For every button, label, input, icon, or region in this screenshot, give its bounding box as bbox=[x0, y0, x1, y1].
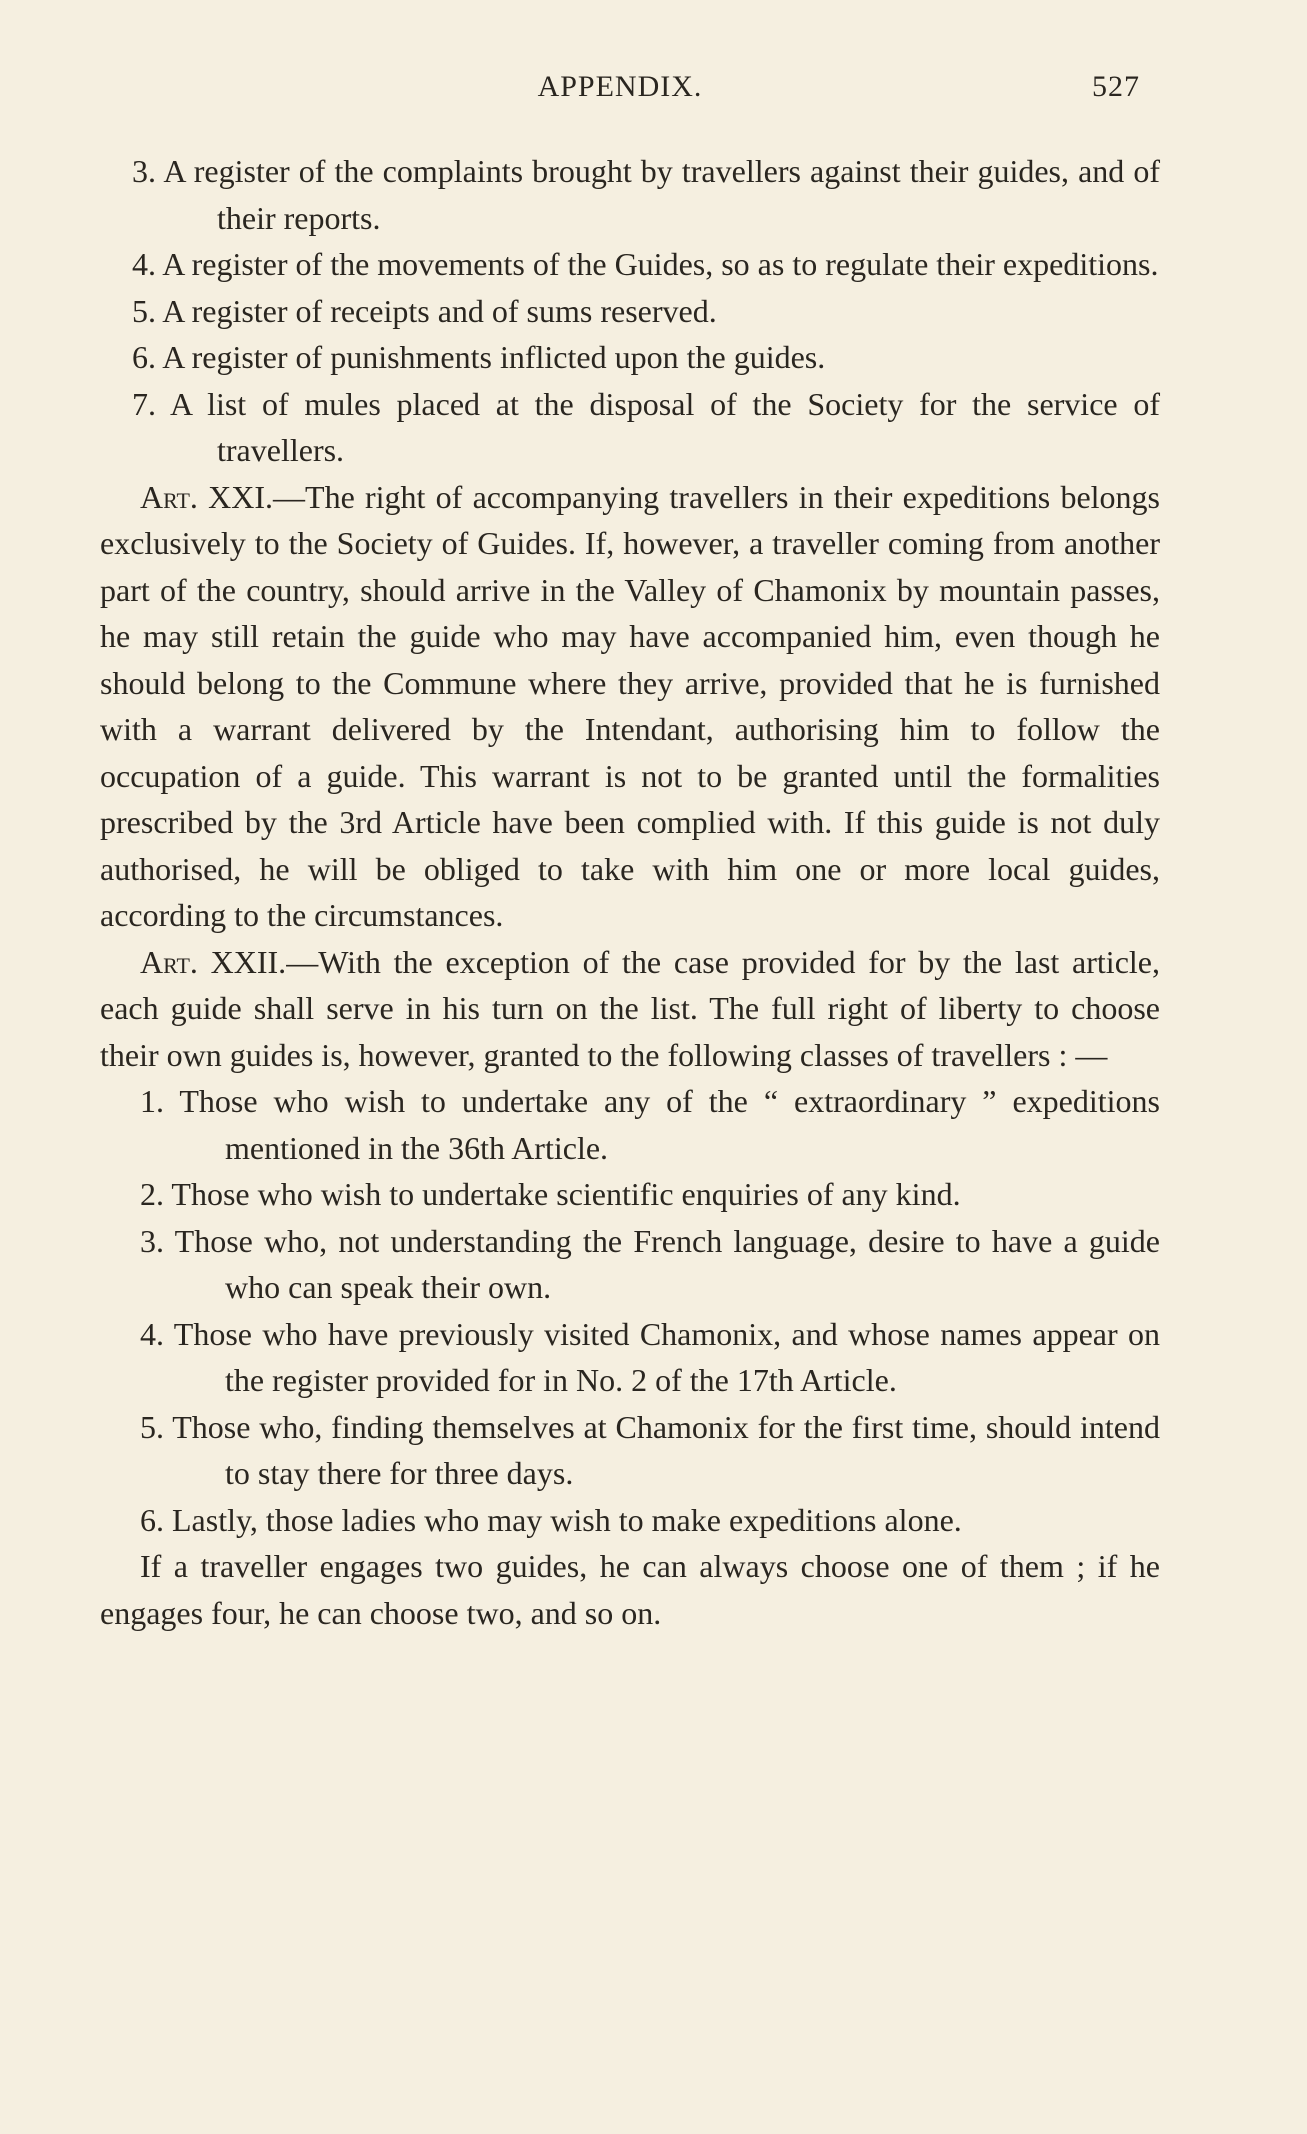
list-item: 5. Those who, finding themselves at Chamonix for the first time, should intend to stay there for three days. bbox=[140, 1408, 1160, 1491]
article-label: Art. XXII. bbox=[140, 943, 287, 980]
list-item: 6. Lastly, those ladies who may wish to make expeditions alone. bbox=[140, 1501, 962, 1538]
page-body bbox=[100, 148, 1160, 1636]
list-item: 1. Those who wish to undertake any of the “ extraordinary ” expeditions mentioned in the 36th Article. bbox=[140, 1083, 1160, 1166]
list-item: 2. Those who wish to undertake scientific enquiries of any kind. bbox=[140, 1176, 961, 1212]
list-item: 4. Those who have previously visited Chamonix, and whose names appear on the register provided for in No. 2 of the 17th Article. bbox=[140, 1315, 1160, 1398]
article-21 bbox=[100, 474, 1160, 939]
list-item: 7. A list of mules placed at the disposal of the Society for the service of travellers. bbox=[132, 385, 1160, 468]
list-item: 4. A register of the movements of the Guides, so as to regulate their expeditions. bbox=[132, 246, 1159, 282]
running-header bbox=[100, 70, 1140, 110]
article-text: —The right of accompanying travellers in their expeditions belongs exclusively to the Society of Guides. If, however, a traveller coming from another part of the country, should arrive in the Valley of Chamonix by mountain passes, he may still retain the guide who may have accompanied him, even though he should belong to the Commune where they arrive, provided that he is furnished with a warrant delivered by the Intendant, authorising him to follow the occupation of a guide. This warrant is not to be granted until the formalities prescribed by the 3rd Article have been complied with. If this guide is not duly authorised, he will be obliged to take with him one or more local guides, according to the circumstances. bbox=[100, 478, 1160, 933]
closing-paragraph: If a traveller engages two guides, he can always choose one of them ; if he engages four, he can choose two, and so on. bbox=[100, 1548, 1160, 1631]
page-number: 527 bbox=[1092, 70, 1140, 103]
list-item: 3. A register of the complaints brought by travellers against their guides, and of their reports. bbox=[132, 153, 1160, 236]
article-text: —With the exception of the case provided for by the last article, each guide shall serve in his turn on the list. The full right of liberty to choose their own guides is, however, granted to the following classes of travellers : — bbox=[100, 943, 1160, 1073]
list-item: 6. A register of punishments inflicted upon the guides. bbox=[132, 339, 826, 375]
article-22 bbox=[100, 939, 1160, 1079]
article-label: Art. XXI. bbox=[140, 478, 274, 515]
list-item: 3. Those who, not understanding the French language, desire to have a guide who can speak their own. bbox=[140, 1222, 1160, 1305]
list-item: 5. A register of receipts and of sums reserved. bbox=[132, 292, 717, 329]
header-title: APPENDIX. bbox=[537, 70, 703, 103]
